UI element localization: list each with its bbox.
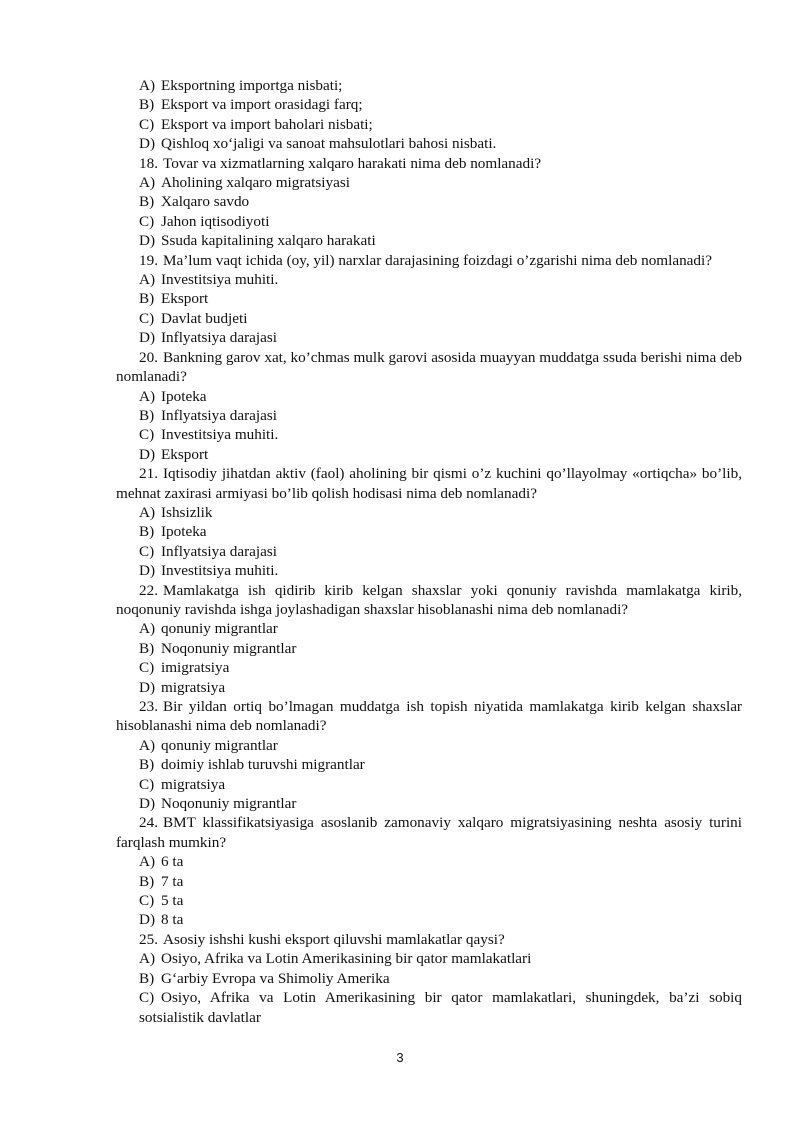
option-text: Eksport va import orasidagi farq; xyxy=(161,96,363,114)
option-text: Osiyo, Afrika va Lotin Amerikasining bir qator mamlakatlari xyxy=(161,950,532,968)
option-letter: B) xyxy=(139,756,155,774)
answer-option xyxy=(116,76,742,95)
option-letter: B) xyxy=(139,290,155,308)
option-letter: D) xyxy=(139,135,156,153)
answer-option xyxy=(116,503,742,522)
option-letter: D) xyxy=(139,445,156,463)
option-letter: A) xyxy=(139,387,156,405)
answer-option xyxy=(116,969,742,988)
option-text: 8 ta xyxy=(161,911,184,929)
answer-option xyxy=(116,289,742,308)
question xyxy=(116,930,742,949)
answer-option xyxy=(116,406,742,425)
option-text: Inflyatsiya darajasi xyxy=(161,406,277,424)
answer-option xyxy=(116,678,742,697)
option-text: Noqonuniy migrantlar xyxy=(161,795,297,813)
question xyxy=(116,813,742,852)
option-letter: B) xyxy=(139,969,155,987)
option-text: doimiy ishlab turuvshi migrantlar xyxy=(161,756,365,774)
question-text: Tovar va xizmatlarning xalqaro harakati nima deb nomlanadi? xyxy=(163,154,542,172)
answer-option xyxy=(116,328,742,347)
document-body xyxy=(116,76,742,1027)
question xyxy=(116,581,742,620)
option-text: Inflyatsiya darajasi xyxy=(161,329,277,347)
question-number: 21. xyxy=(139,465,158,483)
answer-option xyxy=(116,619,742,638)
question xyxy=(116,697,742,736)
option-letter: A) xyxy=(139,503,156,521)
option-letter: B) xyxy=(139,523,155,541)
option-text: Ssuda kapitalining xalqaro harakati xyxy=(161,232,376,250)
option-text: qonuniy migrantlar xyxy=(161,620,278,638)
option-text: Investitsiya muhiti. xyxy=(161,271,279,289)
option-text: 7 ta xyxy=(161,872,184,890)
answer-option xyxy=(116,212,742,231)
answer-option xyxy=(116,949,742,968)
option-text: Investitsiya muhiti. xyxy=(161,426,279,444)
answer-option xyxy=(116,852,742,871)
option-letter: C) xyxy=(139,892,155,910)
option-text: imigratsiya xyxy=(161,659,230,677)
answer-option xyxy=(116,775,742,794)
answer-option xyxy=(116,387,742,406)
option-letter: A) xyxy=(139,271,156,289)
question xyxy=(116,251,742,270)
option-text: Ishsizlik xyxy=(161,503,213,521)
option-text: Eksport va import baholari nisbati; xyxy=(161,115,373,133)
question-number: 25. xyxy=(139,930,158,948)
question-number: 24. xyxy=(139,814,158,832)
option-text: Jahon iqtisodiyoti xyxy=(161,212,270,230)
question-number: 20. xyxy=(139,348,158,366)
question xyxy=(116,348,742,387)
option-text: migratsiya xyxy=(161,678,226,696)
option-text: Aholining xalqaro migratsiyasi xyxy=(161,174,350,192)
answer-option xyxy=(116,794,742,813)
option-text: qonuniy migrantlar xyxy=(161,736,278,754)
question-text: Bir yildan ortiq bo’lmagan muddatga ish topish niyatida mamlakatga kirib kelgan shaxslar hisoblanashi nima deb nomlanadi? xyxy=(116,698,742,735)
answer-option xyxy=(116,891,742,910)
answer-option xyxy=(116,872,742,891)
answer-option xyxy=(116,639,742,658)
answer-option xyxy=(116,988,742,1027)
option-letter: A) xyxy=(139,77,156,94)
option-letter: A) xyxy=(139,853,156,871)
question-number: 22. xyxy=(139,581,158,599)
option-text: G‘arbiy Evropa va Shimoliy Amerika xyxy=(161,969,390,987)
answer-option xyxy=(116,192,742,211)
option-letter: D) xyxy=(139,678,156,696)
question-number: 23. xyxy=(139,698,158,715)
option-letter: C) xyxy=(139,426,155,444)
answer-option xyxy=(116,425,742,444)
answer-option xyxy=(116,561,742,580)
question-number: 19. xyxy=(139,251,158,269)
answer-option xyxy=(116,95,742,114)
option-letter: C) xyxy=(139,659,155,677)
option-letter: B) xyxy=(139,96,155,114)
option-letter: C) xyxy=(139,989,155,1007)
question xyxy=(116,154,742,173)
option-text: Inflyatsiya darajasi xyxy=(161,542,277,560)
answer-option xyxy=(116,231,742,250)
option-letter: D) xyxy=(139,232,156,250)
option-letter: B) xyxy=(139,193,155,211)
question-text: Iqtisodiy jihatdan aktiv (faol) aholining bir qismi o’z kuchini qo’llayolmay «ortiqcha» bo’lib, mehnat zaxirasi armiyasi bo’lib qolish hodisasi nima deb nomlanadi? xyxy=(116,465,742,502)
option-letter: B) xyxy=(139,872,155,890)
option-letter: B) xyxy=(139,639,155,657)
option-text: Ipoteka xyxy=(161,387,207,405)
option-letter: C) xyxy=(139,775,155,793)
question-text: BMT klassifikatsiyasiga asoslanib zamonaviy xalqaro migratsiyasining neshta asosiy turini farqlash mumkin? xyxy=(116,814,742,851)
answer-option xyxy=(116,542,742,561)
option-letter: A) xyxy=(139,174,156,192)
option-letter: C) xyxy=(139,115,155,133)
answer-option xyxy=(116,445,742,464)
answer-option xyxy=(116,115,742,134)
option-text: migratsiya xyxy=(161,775,226,793)
option-letter: D) xyxy=(139,911,156,929)
option-text: Osiyo, Afrika va Lotin Amerikasining bir qator mamlakatlari, shuningdek, ba’zi sobiq sotsialistik davlatlar xyxy=(139,989,742,1026)
option-letter: C) xyxy=(139,309,155,327)
option-letter: C) xyxy=(139,542,155,560)
option-text: Eksport xyxy=(161,290,209,308)
question-text: Ma’lum vaqt ichida (oy, yil) narxlar darajasining foizdagi o’zgarishi nima deb nomlanadi? xyxy=(163,251,712,269)
option-text: Investitsiya muhiti. xyxy=(161,562,279,580)
option-letter: A) xyxy=(139,736,156,754)
option-letter: C) xyxy=(139,212,155,230)
answer-option xyxy=(116,309,742,328)
answer-option xyxy=(116,910,742,929)
option-text: Noqonuniy migrantlar xyxy=(161,639,297,657)
option-letter: D) xyxy=(139,795,156,813)
option-letter: A) xyxy=(139,950,156,968)
answer-option xyxy=(116,134,742,153)
option-text: 5 ta xyxy=(161,892,184,910)
question-text: Mamlakatga ish qidirib kirib kelgan shaxslar yoki qonuniy ravishda mamlakatga kirib, noqonuniy ravishda ishga joylashadigan shaxslar hisoblanashi nima deb nomlanadi? xyxy=(116,581,742,618)
option-text: Davlat budjeti xyxy=(161,309,248,327)
answer-option xyxy=(116,522,742,541)
option-text: Eksportning importga nisbati; xyxy=(161,77,343,94)
answer-option xyxy=(116,658,742,677)
page-number: 3 xyxy=(396,1050,404,1065)
option-letter: B) xyxy=(139,406,155,424)
option-letter: D) xyxy=(139,562,156,580)
question-text: Bankning garov xat, ko’chmas mulk garovi asosida muayyan muddatga ssuda berishi nima deb nomlanadi? xyxy=(116,348,742,386)
option-text: Xalqaro savdo xyxy=(161,193,250,211)
option-text: Eksport xyxy=(161,445,209,463)
option-letter: A) xyxy=(139,620,156,638)
option-text: Qishloq xo‘jaligi va sanoat mahsulotlari bahosi nisbati. xyxy=(161,135,497,153)
option-text: Ipoteka xyxy=(161,523,207,541)
question-text: Asosiy ishshi kushi eksport qiluvshi mamlakatlar qaysi? xyxy=(163,930,505,948)
answer-option xyxy=(116,755,742,774)
question xyxy=(116,464,742,503)
answer-option xyxy=(116,270,742,289)
question-number: 18. xyxy=(139,154,158,172)
answer-option xyxy=(116,173,742,192)
answer-option xyxy=(116,736,742,755)
option-letter: D) xyxy=(139,329,156,347)
option-text: 6 ta xyxy=(161,853,184,871)
